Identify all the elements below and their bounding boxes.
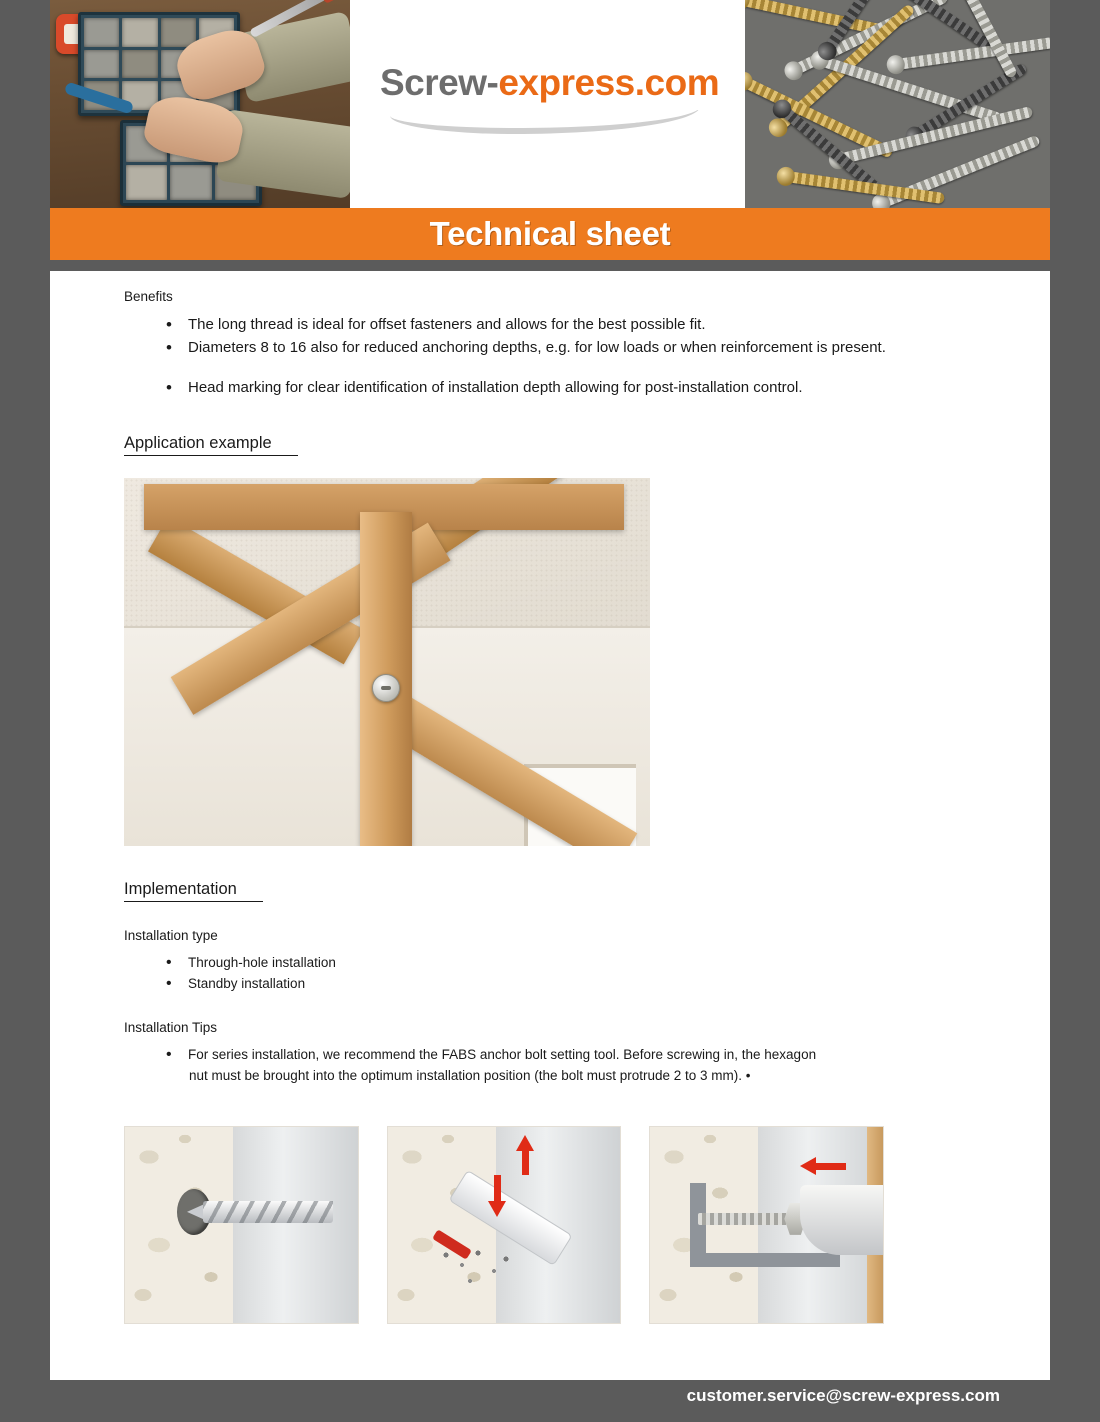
benefits-label: Benefits xyxy=(124,289,173,304)
list-item: • Through-hole installation xyxy=(166,953,1050,973)
logo-text-main: Screw- xyxy=(380,62,499,103)
logo-swoosh-graphic xyxy=(380,110,710,136)
concrete-section xyxy=(388,1127,496,1323)
document-body xyxy=(50,271,1050,1342)
step-image-inject-mortar xyxy=(387,1126,622,1324)
wall-section xyxy=(233,1127,358,1323)
tip-line-2: nut must be brought into the optimum installation position (the bolt must protrude 2 to 3 mm). • xyxy=(189,1067,751,1083)
setting-tool-bracket-arm xyxy=(690,1253,840,1267)
installation-steps-images xyxy=(124,1126,884,1322)
footer-white-gap xyxy=(50,1342,1050,1380)
page-title: Technical sheet xyxy=(429,215,671,252)
arrow-up-stem xyxy=(522,1149,529,1175)
list-item: • Diameters 8 to 16 also for reduced anchoring depths, e.g. for low loads or when reinforcement is present. xyxy=(166,337,1050,358)
site-logo xyxy=(380,62,750,136)
technical-sheet-title-band xyxy=(50,208,1050,260)
implementation-section xyxy=(50,846,1050,902)
logo-text xyxy=(380,62,750,104)
installation-type-label: Installation type xyxy=(124,927,218,943)
page-left-border xyxy=(0,0,50,1422)
installation-type-list xyxy=(50,953,1050,995)
drill-bit-icon xyxy=(203,1201,333,1223)
list-item: • Head marking for clear identification of installation depth allowing for post-installation control. xyxy=(166,377,1050,398)
installation-tips-list xyxy=(50,1045,1050,1086)
implementation-heading: Implementation xyxy=(124,880,263,902)
installation-tips-label: Installation Tips xyxy=(124,1020,218,1036)
list-item: • The long thread is ideal for offset fasteners and allows for the best possible fit. xyxy=(166,314,1050,335)
application-section xyxy=(50,400,1050,456)
step-image-setting-tool xyxy=(649,1126,884,1324)
application-heading: Application example xyxy=(124,434,298,456)
arrow-left-stem xyxy=(816,1163,846,1170)
page-header xyxy=(50,0,1050,208)
arrow-left-icon xyxy=(800,1157,816,1175)
header-photo-screws xyxy=(745,0,1050,208)
list-item xyxy=(166,1045,1050,1086)
footer-contact-email[interactable]: customer.service@screw-express.com xyxy=(686,1386,1000,1405)
tip-line-1: For series installation, we recommend the FABS anchor bolt setting tool. Before screwing in, the hexagon xyxy=(188,1047,817,1063)
mortar-spray-particles xyxy=(436,1245,526,1291)
benefits-list xyxy=(50,314,1050,398)
arrow-down-stem xyxy=(494,1175,501,1203)
anchor-bolt-head xyxy=(372,674,400,702)
screw-pile-graphic xyxy=(745,0,1050,208)
header-photo-workbench xyxy=(50,0,350,208)
page-right-border xyxy=(1050,0,1100,1422)
page-footer xyxy=(0,1342,1100,1422)
step-image-drill xyxy=(124,1126,359,1324)
application-example-photo xyxy=(124,478,650,846)
arrow-down-icon xyxy=(488,1201,506,1217)
fabs-setting-tool-icon xyxy=(800,1185,884,1255)
logo-text-accent: express.com xyxy=(498,62,720,103)
title-band-underline xyxy=(50,260,1050,271)
list-item: • Standby installation xyxy=(166,974,1050,994)
